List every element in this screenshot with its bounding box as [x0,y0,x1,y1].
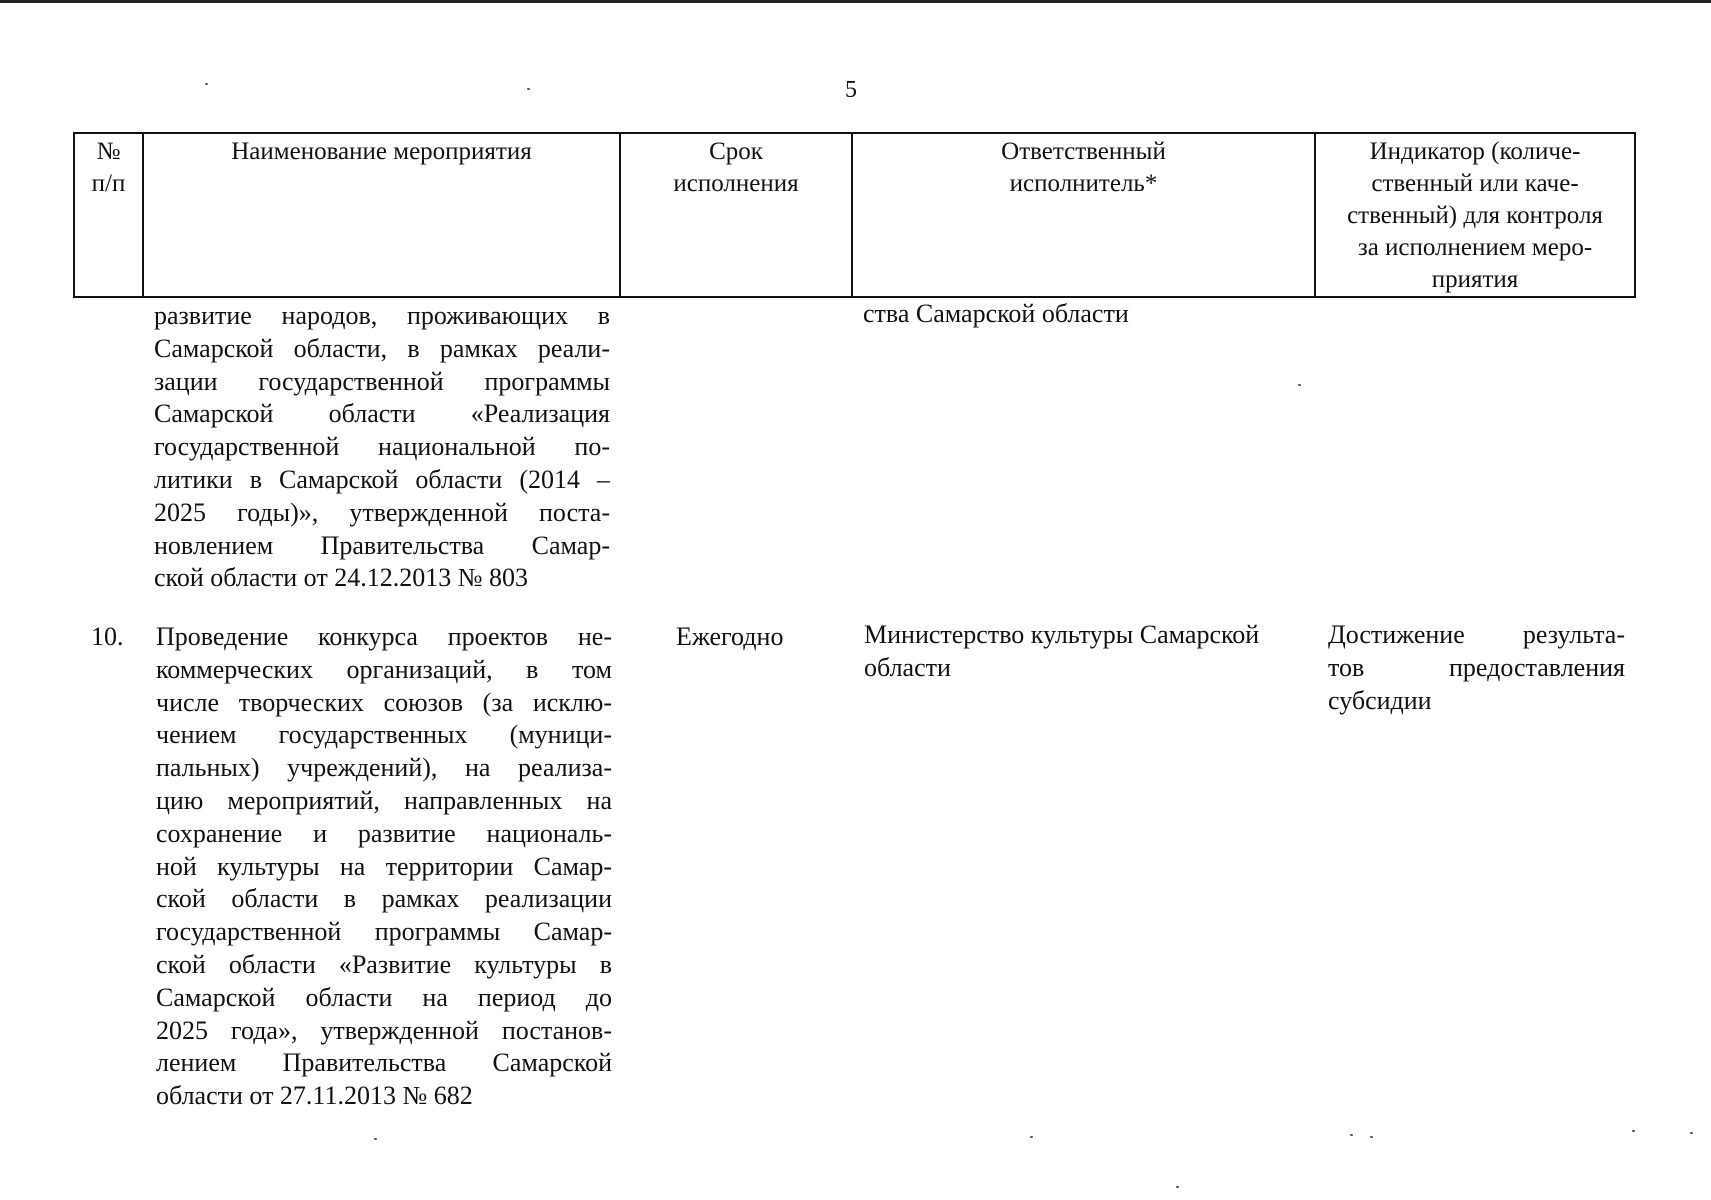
text-line: тов предоставления [1328,652,1625,682]
text-line: ной культуры на территории Самар- [156,851,612,881]
scan-speck [1030,1136,1033,1138]
text-line: государственной национальной по- [154,432,610,462]
page-number: 5 [845,77,857,103]
header-text: Индикатор (количе- [1369,138,1581,165]
text-line: коммерческих организаций, в том [156,654,612,684]
text-line: Самарской области, в рамках реали- [154,333,610,363]
header-col-term [620,133,852,297]
text-line: Самарской области «Реализация [154,399,610,429]
text-line: Самарской области на период до [156,982,612,1012]
text-line: Министерство культуры Самарской [864,620,1260,649]
text-line: ской области «Развитие культуры в [156,949,612,979]
text-line: ской области в рамках реализации [156,884,612,914]
text-line: развитие народов, проживающих в [154,301,610,330]
row-1-responsible [863,298,1313,331]
scan-speck [1298,384,1301,386]
header-text: исполнитель* [1009,170,1158,197]
header-col-responsible [852,133,1315,297]
scan-speck [1370,1136,1373,1138]
text-line: литики в Самарской области (2014 – [154,464,610,494]
scan-speck [374,1138,377,1140]
row-2-term: Ежегодно [676,622,784,651]
header-text: за исполнением меро- [1357,234,1593,261]
text-line: пальных) учреждений), на реализа- [156,753,612,783]
header-text: Срок [709,138,763,165]
scan-speck [1350,1134,1353,1136]
text-line: новлением Правительства Самар- [154,530,610,560]
text-line: Достижение результа- [1328,620,1625,649]
top-border-line [0,0,1711,3]
text-line: субсидии [1328,685,1432,715]
text-line: области [864,652,951,682]
header-text: ственный) для контроля [1347,202,1603,229]
scan-speck [527,88,530,90]
text-line: ской области от 24.12.2013 № 803 [154,563,529,593]
header-text: приятия [1431,266,1519,293]
header-col-name [143,133,620,297]
text-line: числе творческих союзов (за исклю- [156,687,612,717]
header-text: № [96,138,121,165]
scan-speck [1690,1132,1693,1134]
table-header [73,132,1636,298]
header-text: ственный или каче- [1371,170,1579,197]
text-line: 2025 года», утвержденной постанов- [156,1015,612,1045]
scan-speck [205,83,208,85]
text-line: зации государственной программы [154,366,610,396]
row-2-name [156,621,612,1113]
header-text: Наименование мероприятия [231,138,532,165]
text-line: цию мероприятий, направленных на [156,785,612,815]
text-line: области от 27.11.2013 № 682 [156,1081,473,1111]
scan-speck [1176,1186,1179,1188]
text-line: Проведение конкурса проектов не- [156,622,612,651]
row-2-indicator [1328,619,1625,717]
text-line: лением Правительства Самарской [156,1048,612,1078]
header-text: исполнения [673,170,799,197]
header-col-indicator [1315,133,1635,297]
header-text: п/п [91,170,126,197]
row-1-name [154,300,610,595]
scan-speck [1632,1130,1635,1132]
row-2-number: 10. [91,622,124,651]
header-text: Ответственный [1001,138,1166,165]
header-col-number [74,133,143,297]
text-line: сохранение и развитие националь- [156,818,612,848]
row-2-responsible [864,619,1314,685]
text-line: чением государственных (муници- [156,720,612,750]
text-line: 2025 годы)», утвержденной поста- [154,497,610,527]
text-line: ства Самарской области [863,299,1129,328]
text-line: государственной программы Самар- [156,917,612,947]
